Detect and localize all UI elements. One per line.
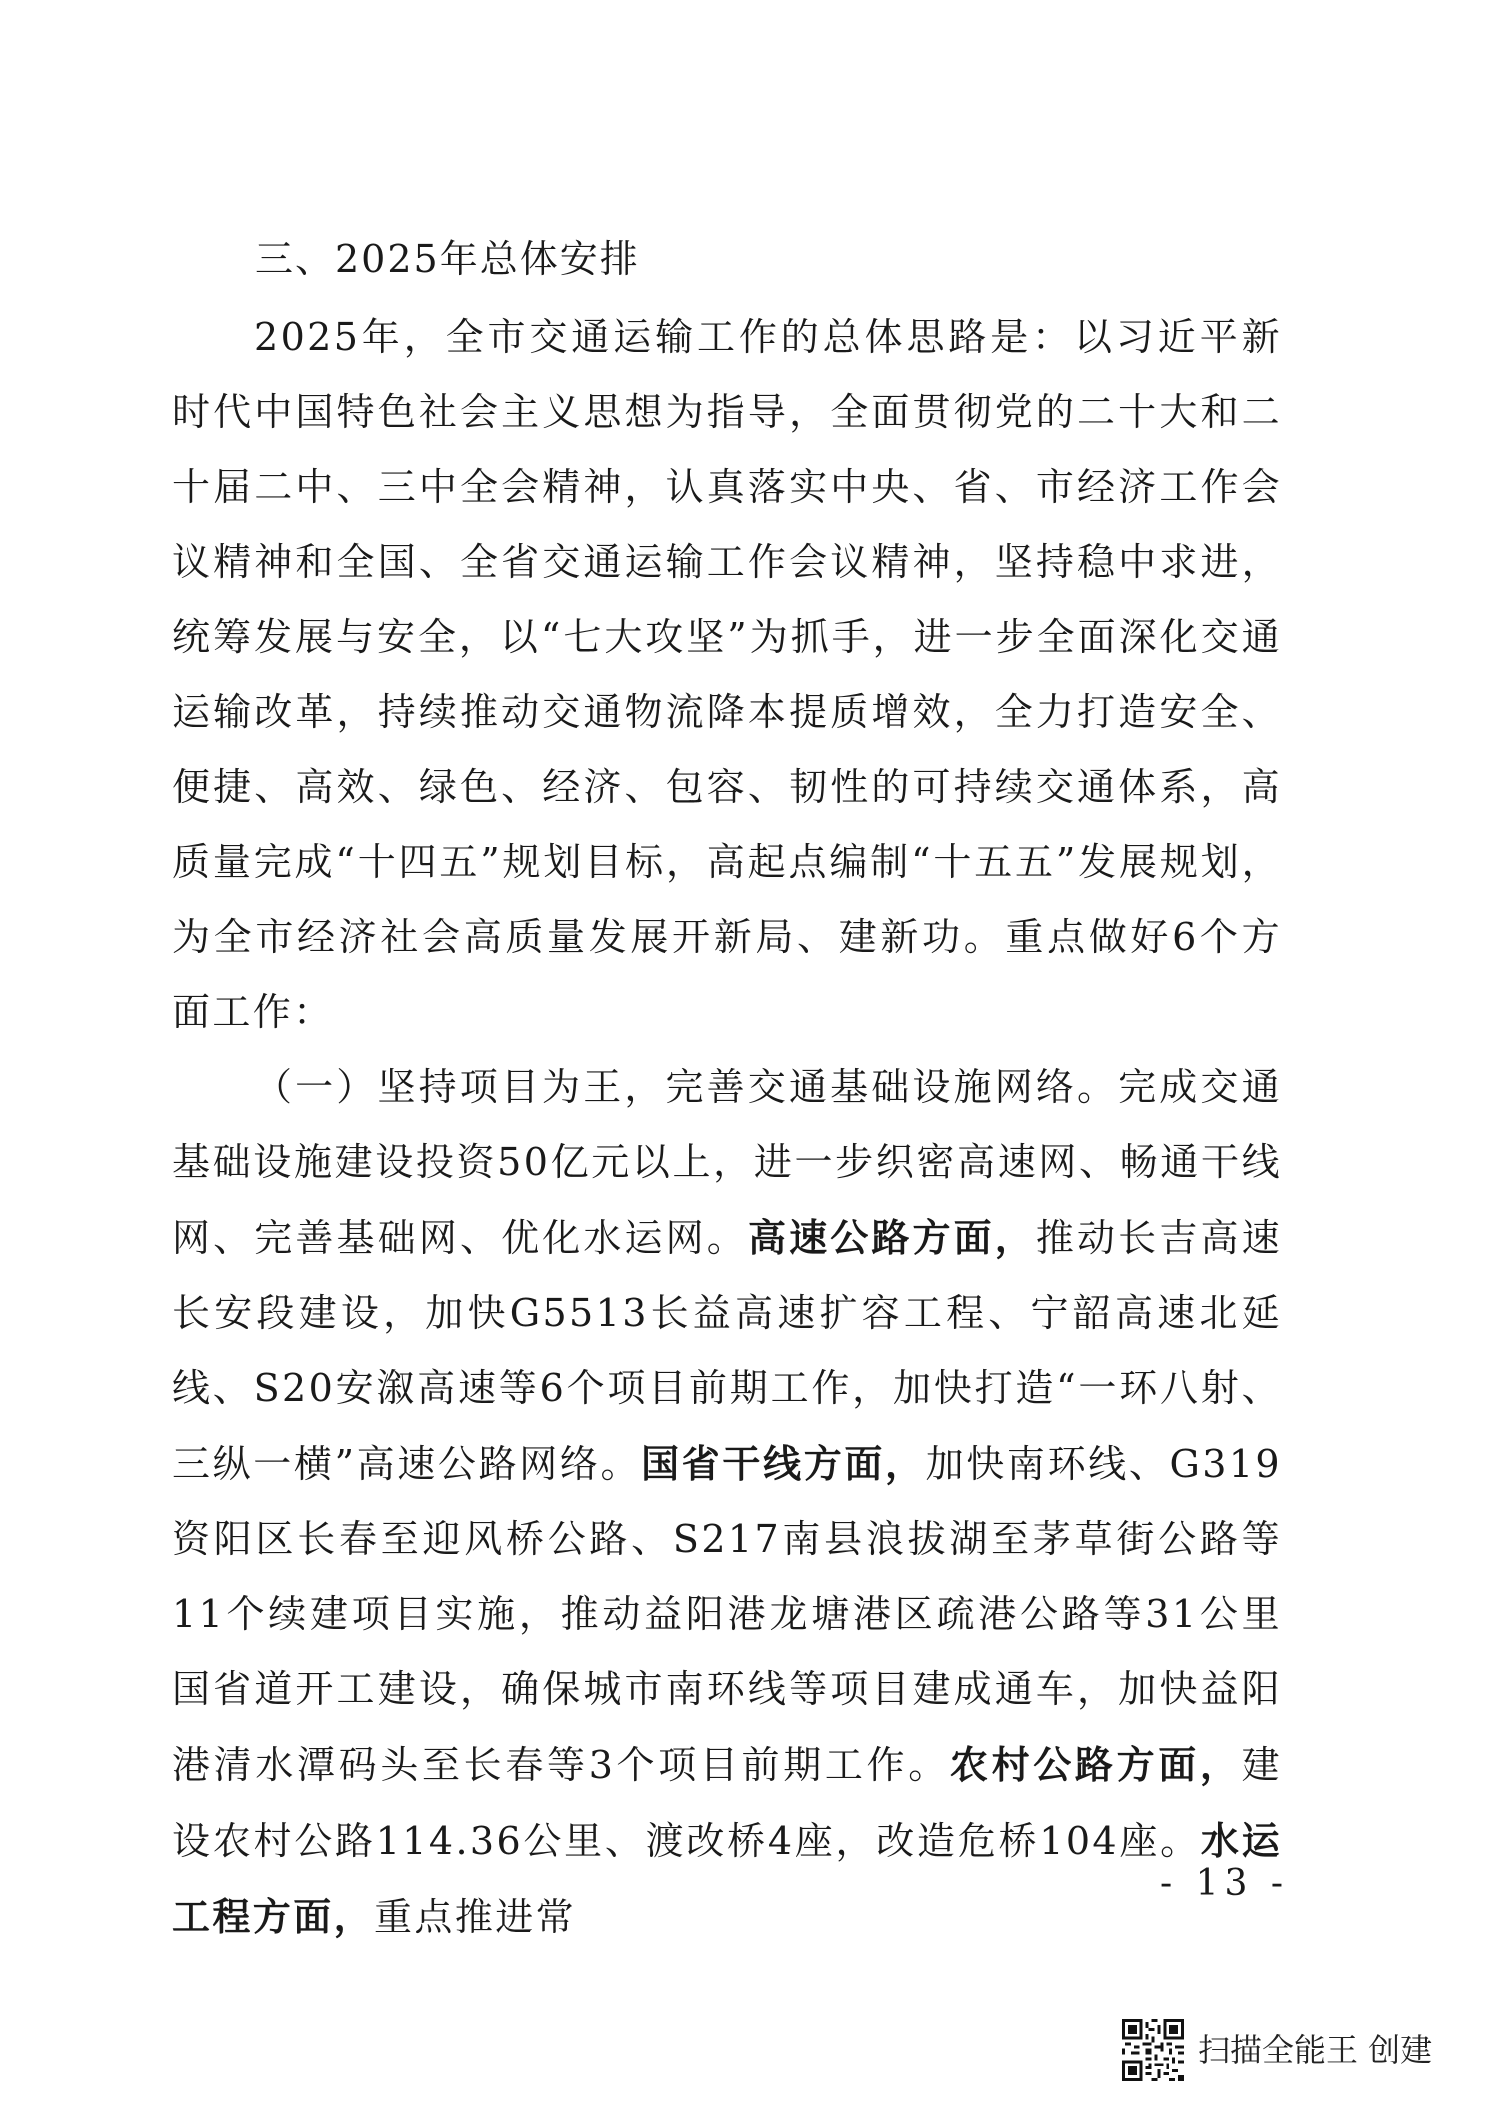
bold-subheading-expressway: 高速公路方面， xyxy=(747,1215,1036,1260)
bold-subheading-waterway: 水运工程方面， xyxy=(172,1818,1282,1939)
section-heading: 三、2025年总体安排 xyxy=(255,237,640,281)
text-segment: （一）坚持项目为王，完善交通基础设施网络。完成交通基础设施建设投资50亿元以上，进一步织密高速网、畅通干线网、完善基础网、优化水运网。 xyxy=(172,1065,1282,1260)
text-segment: 推动长吉高速长安段建设，加快G5513长益高速扩容工程、宁韶高速北延线、S20安溆高速等6个项目前期工作，加快打造“一环八射、三纵一横”高速公路网络。 xyxy=(172,1216,1282,1486)
scanner-app-credit: 扫描全能王 创建 xyxy=(1198,2031,1433,2069)
body-text xyxy=(172,300,1282,1955)
paragraph-infrastructure xyxy=(172,1050,1282,1955)
text-segment: 重点推进常 xyxy=(374,1895,577,1939)
bold-subheading-rural-roads: 农村公路方面， xyxy=(949,1742,1242,1787)
bold-subheading-trunk-roads: 国省干线方面， xyxy=(641,1441,926,1486)
qr-code-icon xyxy=(1122,2019,1184,2081)
text-segment: 加快南环线、G319资阳区长春至迎风桥公路、S217南县浪拔湖至茅草街公路等11个续建项目实施，推动益阳港龙塘港区疏港公路等31公里国省道开工建设，确保城市南环线等项目建成通车，加快益阳港清水潭码头至长春等3个项目前期工作。 xyxy=(172,1442,1282,1787)
scanner-watermark xyxy=(1122,2018,1432,2082)
text-segment: 建设农村公路114.36公里、渡改桥4座，改造危桥104座。 xyxy=(172,1743,1282,1863)
paragraph-overall-approach: 2025年，全市交通运输工作的总体思路是：以习近平新时代中国特色社会主义思想为指导，全面贯彻党的二十大和二十届二中、三中全会精神，认真落实中央、省、市经济工作会议精神和全国、全省交通运输工作会议精神，坚持稳中求进，统筹发展与安全，以“七大攻坚”为抓手，进一步全面深化交通运输改革，持续推动交通物流降本提质增效，全力打造安全、便捷、高效、绿色、经济、包容、韧性的可持续交通体系，高质量完成“十四五”规划目标，高起点编制“十五五”发展规划，为全市经济社会高质量发展开新局、建新功。重点做好6个方面工作： xyxy=(172,315,1282,1034)
page-number: - 13 - xyxy=(1160,1863,1290,1904)
